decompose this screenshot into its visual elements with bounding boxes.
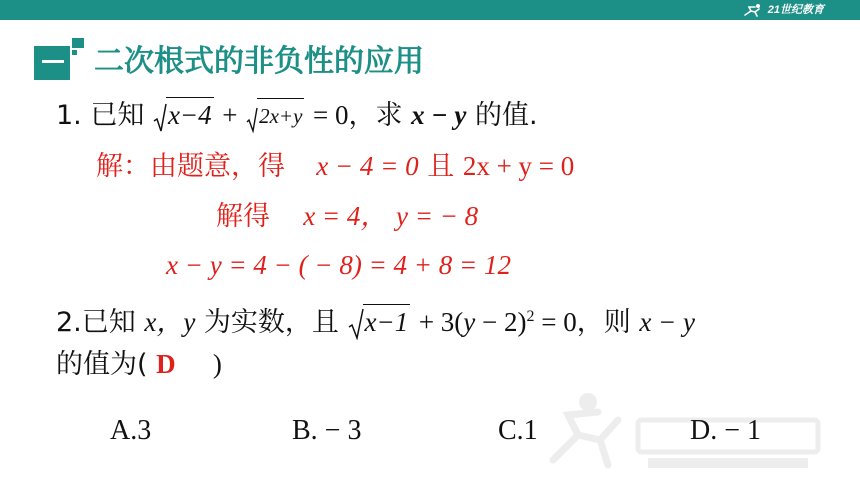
q1-target: x − y [411, 100, 467, 130]
q1-equals: = 0，求 [312, 100, 403, 130]
option-a[interactable]: A.3 [110, 415, 152, 446]
q2-line2-suffix: ) [212, 349, 222, 379]
radicand-3: x−1 [363, 304, 411, 339]
top-bar [0, 0, 860, 20]
q2-mid: 为实数，且 [203, 307, 339, 338]
option-d[interactable]: D. − 1 [690, 415, 762, 446]
question-2 [56, 300, 695, 340]
radical-1 [153, 97, 214, 133]
q2-line2-prefix: 的值为( [56, 349, 148, 380]
runner-icon [743, 3, 765, 17]
solution-line-2 [216, 199, 478, 234]
brand-text: 21世纪教育 [767, 4, 824, 16]
section-title: 二次根式的非负性的应用 [94, 44, 424, 79]
sqrt-sign-icon [348, 308, 364, 340]
plus-sign: + [222, 100, 238, 130]
solution-line-3: x − y = 4 − ( − 8) = 4 + 8 = 12 [166, 250, 511, 280]
radicand-1: x−4 [166, 97, 214, 132]
q2-answer: D [156, 349, 176, 379]
solution-eq-2: 2x + y = 0 [462, 151, 575, 181]
watermark-logo [548, 380, 828, 480]
solution-prefix: 解：由题意，得 [96, 151, 285, 182]
q2-expr-a: + 3( [418, 307, 464, 337]
q1-tail: 的值. [475, 100, 538, 131]
solution-eq-1: x − 4 = 0 [316, 151, 419, 181]
q2-expr-y: y [463, 307, 476, 337]
q2-expr-c: = 0，则 [534, 307, 631, 337]
q2-expr-b: − 2) [475, 307, 527, 337]
option-b[interactable]: B. − 3 [292, 415, 362, 446]
radical-2 [246, 98, 304, 133]
radical-3 [348, 304, 411, 340]
q2-number: 2.已知 [56, 307, 136, 338]
section-blocks-icon [34, 38, 86, 80]
radicand-2: 2x+y [257, 98, 304, 133]
question-2-line-2 [56, 347, 222, 382]
solution-line-1 [96, 149, 574, 184]
solution-and: 且 [427, 151, 455, 182]
q2-target: x − y [639, 307, 696, 337]
q1-number: 1. 已知 [56, 100, 145, 131]
solution-line2-prefix: 解得 [216, 201, 270, 232]
question-1 [56, 97, 538, 133]
solution-x-value: x = 4， [303, 201, 388, 231]
q2-exponent: 2 [526, 308, 535, 325]
option-c[interactable]: C.1 [498, 415, 538, 446]
q2-vars: x，y [144, 307, 196, 337]
brand-logo [743, 2, 824, 18]
solution-y-value: y = − 8 [396, 201, 479, 231]
sqrt-sign-icon [153, 103, 167, 133]
